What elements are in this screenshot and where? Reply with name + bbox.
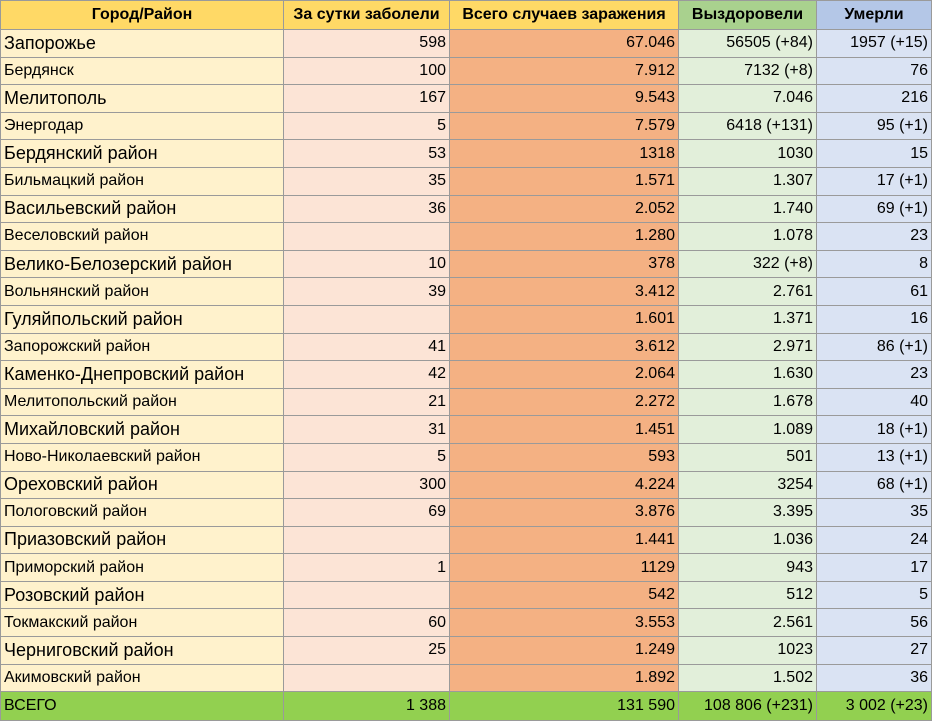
header-recovered: Выздоровели xyxy=(679,1,817,30)
cell-died: 16 xyxy=(817,305,932,333)
table-row xyxy=(1,361,932,389)
table-row xyxy=(1,112,932,140)
cell-name: Ново-Николаевский район xyxy=(1,443,284,471)
table-row xyxy=(1,223,932,251)
table-row xyxy=(1,140,932,168)
table-row xyxy=(1,305,932,333)
cell-total: 378 xyxy=(450,250,679,278)
cell-total: 1318 xyxy=(450,140,679,168)
cell-total: 1.280 xyxy=(450,223,679,251)
cell-daily xyxy=(284,223,450,251)
cell-name: Черниговский район xyxy=(1,637,284,665)
cell-daily: 60 xyxy=(284,609,450,637)
cell-total: 1129 xyxy=(450,554,679,582)
totals-row xyxy=(1,692,932,721)
totals-daily: 1 388 xyxy=(284,692,450,721)
table-row xyxy=(1,85,932,113)
table-row xyxy=(1,250,932,278)
totals-recovered: 108 806 (+231) xyxy=(679,692,817,721)
totals-died: 3 002 (+23) xyxy=(817,692,932,721)
cell-total: 2.064 xyxy=(450,361,679,389)
table-row xyxy=(1,416,932,444)
cell-died: 13 (+1) xyxy=(817,443,932,471)
cell-recovered: 1023 xyxy=(679,637,817,665)
cell-died: 68 (+1) xyxy=(817,471,932,499)
totals-total: 131 590 xyxy=(450,692,679,721)
cell-total: 67.046 xyxy=(450,30,679,58)
cell-died: 27 xyxy=(817,637,932,665)
cell-died: 17 xyxy=(817,554,932,582)
table-row xyxy=(1,609,932,637)
cell-name: Энергодар xyxy=(1,112,284,140)
cell-died: 24 xyxy=(817,526,932,554)
header-city: Город/Район xyxy=(1,1,284,30)
header-died: Умерли xyxy=(817,1,932,30)
cell-recovered: 1.678 xyxy=(679,388,817,416)
cell-total: 1.451 xyxy=(450,416,679,444)
cell-daily xyxy=(284,581,450,609)
cell-daily: 598 xyxy=(284,30,450,58)
cell-total: 1.571 xyxy=(450,167,679,195)
cell-total: 1.601 xyxy=(450,305,679,333)
cell-daily: 5 xyxy=(284,112,450,140)
table-row xyxy=(1,167,932,195)
cell-recovered: 512 xyxy=(679,581,817,609)
cell-name: Розовский район xyxy=(1,581,284,609)
cell-recovered: 1.630 xyxy=(679,361,817,389)
cell-name: Приморский район xyxy=(1,554,284,582)
cell-recovered: 7132 (+8) xyxy=(679,57,817,85)
cell-daily xyxy=(284,664,450,692)
header-row xyxy=(1,1,932,30)
cell-name: Мелитопольский район xyxy=(1,388,284,416)
cell-name: Мелитополь xyxy=(1,85,284,113)
cell-recovered: 2.561 xyxy=(679,609,817,637)
cell-daily: 100 xyxy=(284,57,450,85)
cell-daily: 36 xyxy=(284,195,450,223)
cell-daily: 167 xyxy=(284,85,450,113)
cell-total: 1.249 xyxy=(450,637,679,665)
cell-daily xyxy=(284,305,450,333)
cell-recovered: 56505 (+84) xyxy=(679,30,817,58)
cell-died: 35 xyxy=(817,499,932,527)
cell-name: Каменко-Днепровский район xyxy=(1,361,284,389)
table-header xyxy=(1,1,932,30)
cell-died: 216 xyxy=(817,85,932,113)
cell-recovered: 1.502 xyxy=(679,664,817,692)
cell-name: Запорожский район xyxy=(1,333,284,361)
table-row xyxy=(1,195,932,223)
cell-recovered: 1.371 xyxy=(679,305,817,333)
table-row xyxy=(1,57,932,85)
totals-label: ВСЕГО xyxy=(1,692,284,721)
header-total: Всего случаев заражения xyxy=(450,1,679,30)
cell-total: 3.553 xyxy=(450,609,679,637)
cell-died: 61 xyxy=(817,278,932,306)
header-daily: За сутки заболели xyxy=(284,1,450,30)
cell-recovered: 2.761 xyxy=(679,278,817,306)
cell-name: Запорожье xyxy=(1,30,284,58)
cell-recovered: 322 (+8) xyxy=(679,250,817,278)
cell-recovered: 3254 xyxy=(679,471,817,499)
cell-name: Акимовский район xyxy=(1,664,284,692)
cell-recovered: 1030 xyxy=(679,140,817,168)
cell-recovered: 1.307 xyxy=(679,167,817,195)
cell-recovered: 2.971 xyxy=(679,333,817,361)
table-row xyxy=(1,664,932,692)
cell-recovered: 1.089 xyxy=(679,416,817,444)
cell-name: Бильмацкий район xyxy=(1,167,284,195)
cell-died: 23 xyxy=(817,223,932,251)
cell-daily: 69 xyxy=(284,499,450,527)
cell-total: 542 xyxy=(450,581,679,609)
cell-daily: 42 xyxy=(284,361,450,389)
cell-total: 4.224 xyxy=(450,471,679,499)
cell-recovered: 943 xyxy=(679,554,817,582)
cell-recovered: 501 xyxy=(679,443,817,471)
cell-daily: 25 xyxy=(284,637,450,665)
table-row xyxy=(1,471,932,499)
cell-name: Бердянский район xyxy=(1,140,284,168)
cell-died: 23 xyxy=(817,361,932,389)
table-body xyxy=(1,30,932,692)
table-row xyxy=(1,499,932,527)
cell-died: 56 xyxy=(817,609,932,637)
cell-daily: 21 xyxy=(284,388,450,416)
table-row xyxy=(1,443,932,471)
cell-died: 17 (+1) xyxy=(817,167,932,195)
cell-daily: 10 xyxy=(284,250,450,278)
cell-daily: 53 xyxy=(284,140,450,168)
cell-total: 593 xyxy=(450,443,679,471)
cell-name: Васильевский район xyxy=(1,195,284,223)
table-row xyxy=(1,637,932,665)
cell-name: Велико-Белозерский район xyxy=(1,250,284,278)
cell-died: 69 (+1) xyxy=(817,195,932,223)
cell-daily: 300 xyxy=(284,471,450,499)
cell-died: 40 xyxy=(817,388,932,416)
cell-name: Пологовский район xyxy=(1,499,284,527)
cell-name: Михайловский район xyxy=(1,416,284,444)
cell-total: 3.412 xyxy=(450,278,679,306)
cell-died: 18 (+1) xyxy=(817,416,932,444)
cell-total: 3.876 xyxy=(450,499,679,527)
cell-total: 7.579 xyxy=(450,112,679,140)
cell-name: Гуляйпольский район xyxy=(1,305,284,333)
cell-name: Веселовский район xyxy=(1,223,284,251)
cell-recovered: 3.395 xyxy=(679,499,817,527)
cell-died: 95 (+1) xyxy=(817,112,932,140)
cell-daily: 35 xyxy=(284,167,450,195)
table-row xyxy=(1,526,932,554)
cell-died: 36 xyxy=(817,664,932,692)
cell-daily: 5 xyxy=(284,443,450,471)
cell-name: Вольнянский район xyxy=(1,278,284,306)
cell-total: 7.912 xyxy=(450,57,679,85)
cell-daily: 1 xyxy=(284,554,450,582)
cell-name: Бердянск xyxy=(1,57,284,85)
cell-daily xyxy=(284,526,450,554)
table-row xyxy=(1,581,932,609)
cell-total: 2.272 xyxy=(450,388,679,416)
cell-died: 8 xyxy=(817,250,932,278)
cell-total: 3.612 xyxy=(450,333,679,361)
cell-recovered: 1.740 xyxy=(679,195,817,223)
cell-recovered: 6418 (+131) xyxy=(679,112,817,140)
cell-died: 1957 (+15) xyxy=(817,30,932,58)
table-row xyxy=(1,388,932,416)
cell-recovered: 1.078 xyxy=(679,223,817,251)
table-row xyxy=(1,30,932,58)
cell-died: 76 xyxy=(817,57,932,85)
cell-daily: 41 xyxy=(284,333,450,361)
cell-total: 2.052 xyxy=(450,195,679,223)
cell-daily: 31 xyxy=(284,416,450,444)
cell-died: 5 xyxy=(817,581,932,609)
table-row xyxy=(1,278,932,306)
cell-name: Токмакский район xyxy=(1,609,284,637)
cell-total: 9.543 xyxy=(450,85,679,113)
cell-recovered: 7.046 xyxy=(679,85,817,113)
table-footer xyxy=(1,692,932,721)
cell-died: 86 (+1) xyxy=(817,333,932,361)
cell-died: 15 xyxy=(817,140,932,168)
cell-recovered: 1.036 xyxy=(679,526,817,554)
table-row xyxy=(1,333,932,361)
cell-daily: 39 xyxy=(284,278,450,306)
cell-total: 1.892 xyxy=(450,664,679,692)
cell-name: Ореховский район xyxy=(1,471,284,499)
cell-total: 1.441 xyxy=(450,526,679,554)
cell-name: Приазовский район xyxy=(1,526,284,554)
table-row xyxy=(1,554,932,582)
